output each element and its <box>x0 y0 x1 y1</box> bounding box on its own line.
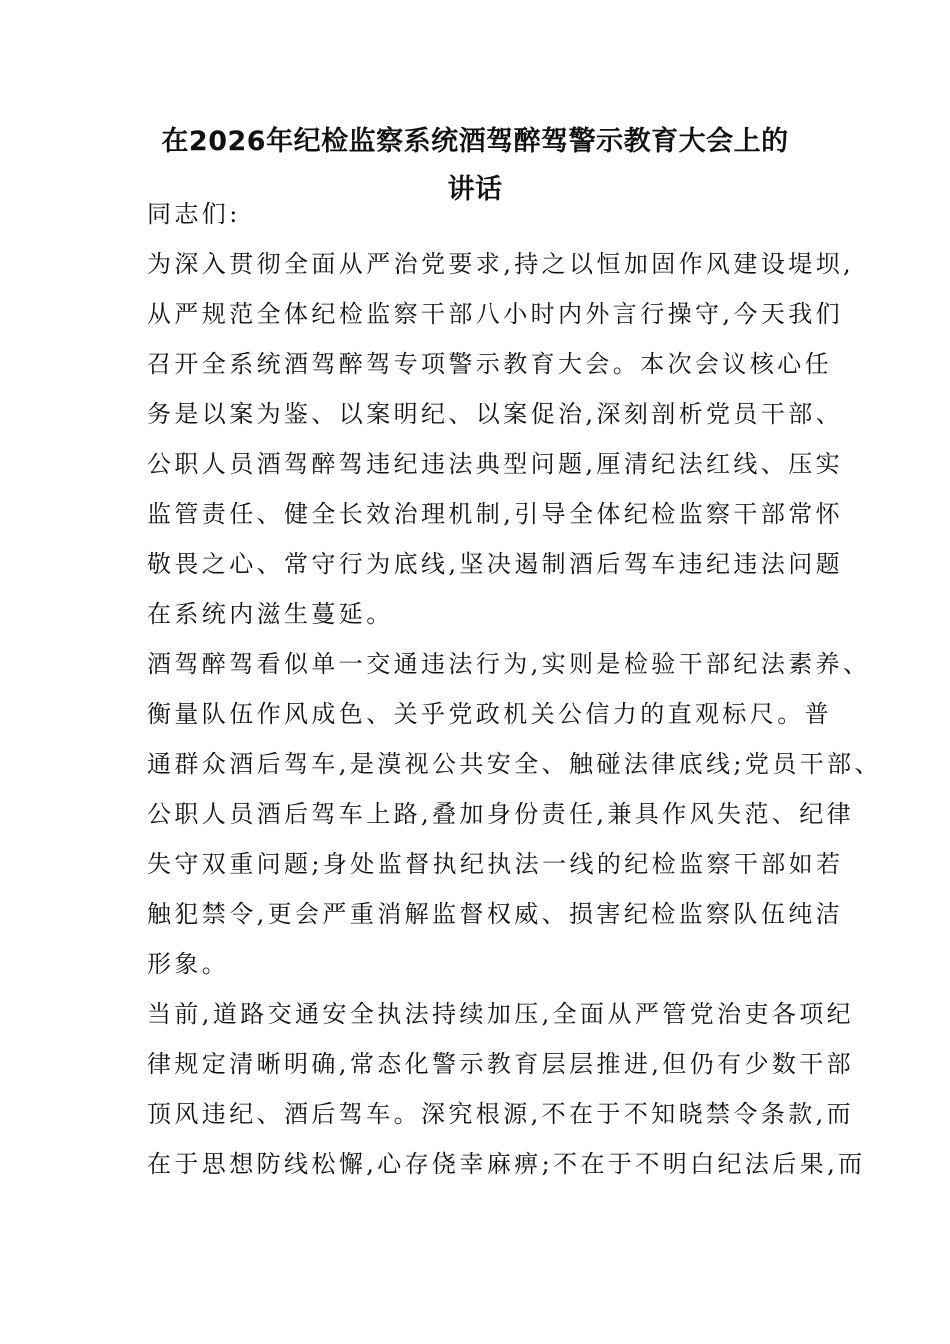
paragraph-line: 通群众酒后驾车,是漠视公共安全、触碰法律底线;党员干部、 <box>147 750 882 778</box>
paragraph-line: 公职人员酒驾醉驾违纪违法典型问题,厘清纪法红线、压实 <box>147 450 844 478</box>
paragraph-line: 监管责任、健全长效治理机制,引导全体纪检监察干部常怀 <box>147 500 844 528</box>
document-title-line-1: 在2026年纪检监察系统酒驾醉驾警示教育大会上的 <box>161 126 789 157</box>
paragraph-line: 衡量队伍作风成色、关乎党政机关公信力的直观标尺。普 <box>147 700 832 728</box>
paragraph-line: 顶风违纪、酒后驾车。深究根源,不在于不知晓禁令条款,而 <box>147 1100 855 1128</box>
paragraph-line: 律规定清晰明确,常态化警示教育层层推进,但仍有少数干部 <box>147 1050 855 1078</box>
salutation: 同志们: <box>147 200 241 228</box>
paragraph-line: 召开全系统酒驾醉驾专项警示教育大会。本次会议核心任 <box>147 350 832 378</box>
paragraph-line: 失守双重问题;身处监督执纪执法一线的纪检监察干部如若 <box>147 850 844 878</box>
paragraph-line: 酒驾醉驾看似单一交通违法行为,实则是检验干部纪法素养、 <box>147 650 871 678</box>
paragraph-line: 公职人员酒后驾车上路,叠加身份责任,兼具作风失范、纪律 <box>147 800 855 828</box>
document-title-line-2: 讲话 <box>447 174 503 205</box>
paragraph-line: 在系统内滋生蔓延。 <box>147 600 394 628</box>
paragraph-line: 形象。 <box>147 950 230 978</box>
paragraph-line: 在于思想防线松懈,心存侥幸麻痹;不在于不明白纪法后果,而 <box>147 1150 866 1178</box>
paragraph-line: 触犯禁令,更会严重消解监督权威、损害纪检监察队伍纯洁 <box>147 900 844 928</box>
paragraph-line: 从严规范全体纪检监察干部八小时内外言行操守,今天我们 <box>147 300 844 328</box>
paragraph-line: 为深入贯彻全面从严治党要求,持之以恒加固作风建设堤坝, <box>147 250 855 278</box>
paragraph-line: 务是以案为鉴、以案明纪、以案促治,深刻剖析党员干部、 <box>147 400 844 428</box>
paragraph-line: 敬畏之心、常守行为底线,坚决遏制酒后驾车违纪违法问题 <box>147 550 844 578</box>
paragraph-line: 当前,道路交通安全执法持续加压,全面从严管党治吏各项纪 <box>147 1000 855 1028</box>
